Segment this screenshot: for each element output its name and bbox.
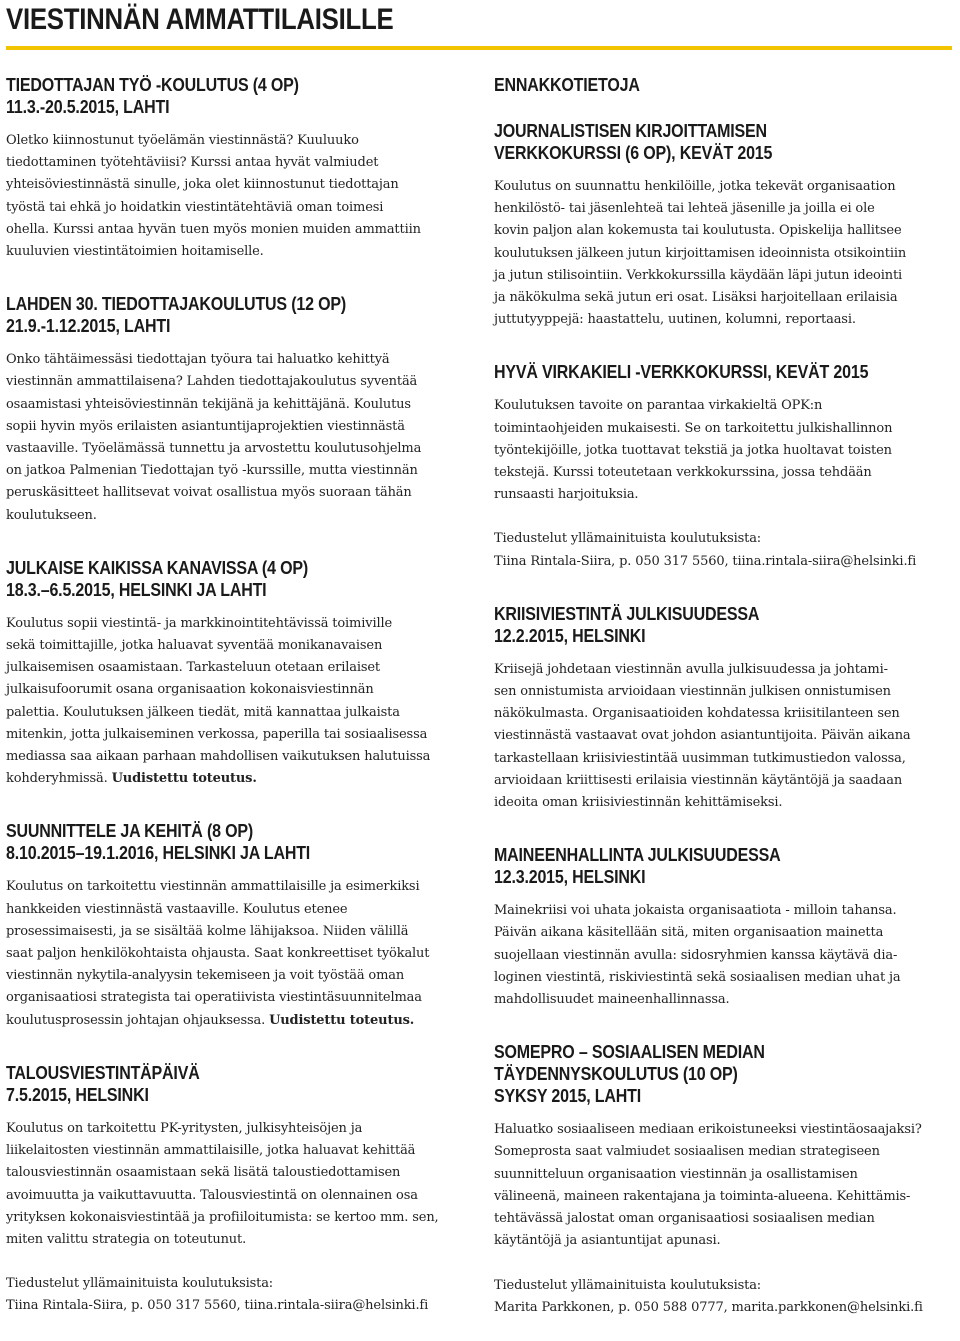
course-journalistinen-kirjoittaminen (494, 120, 954, 331)
course-suunnittele-ja-kehita (6, 820, 466, 1031)
contact-info: Tiedustelut yllämainituista koulutuksista: Marita Parkkonen, p. 050 588 0777, marita.parkkonen@helsinki.fi (494, 1277, 923, 1315)
course-tiedottajan-tyo (6, 74, 466, 263)
course-hyva-virkakieli (494, 361, 954, 572)
course-heading: MAINEENHALLINTA JULKISUUDESSA 12.3.2015, HELSINKI (494, 845, 781, 888)
course-heading: HYVÄ VIRKAKIELI -VERKKOKURSSI, KEVÄT 2015 (494, 362, 869, 383)
course-description-text: Koulutus on tarkoitettu viestinnän ammattilaisille ja esimerkiksi hankkeiden viestinnästä vastaaville. Koulutus etenee prosessimaisesti, ja se sisältää kolme lähijaksoa. Niiden välillä saat paljon henkilökohtaista ohjausta. Saat konkreettiset työkalut viestinnän nykytila-analyysin tekemiseen ja voit työstää oman organisaatiosi strategista tai operatiivista viestintäsuunnitelmaa koulutusprosessin johtajan ohjauksessa. (6, 879, 430, 1028)
course-heading: SOMEPRO – SOSIAALISEN MEDIAN TÄYDENNYSKOULUTUS (10 OP) SYKSY 2015, LAHTI (494, 1042, 765, 1107)
course-description: Kriisejä johdetaan viestinnän avulla julkisuudessa ja johtami- sen onnistumista arvioidaan viestinnän julkisen onnistumisen näkökulmasta. Organisaatioiden kohdatessa kriisitilanteen sen viestinnästä vastaavat ovat johdon asiantuntijoita. Päivän aikana tarkastellaan kriisiviestintää uusimman tutkimustiedon valossa, arvioidaan kriittisesti erilaisia viestinnän käytäntöjä ja saadaan ideoita oman kriisiviestinnän kehittämiseksi. (494, 661, 911, 811)
title-rule (6, 46, 952, 50)
course-description: Haluatko sosiaaliseen mediaan erikoistuneeksi viestintäosaajaksi? Someprosta saat valmiudet sosiaalisen median strategiseen suunnitteluun organisaation viestinnän ja osallistamisen välineenä, maineen rakentajana ja toiminta-alueena. Kehittämis- tehtävässä jalostat oman organisaatiosi sosiaalisen median käytäntöjä ja asiantuntijat apunasi. (494, 1122, 922, 1249)
contact-info: Tiedustelut yllämainituista koulutuksista: Tiina Rintala-Siira, p. 050 317 5560, tiina.rintala-siira@helsinki.fi (6, 1276, 429, 1314)
left-column (6, 74, 466, 1318)
course-heading: KRIISIVIESTINTÄ JULKISUUDESSA 12.2.2015, HELSINKI (494, 603, 760, 646)
course-heading: TALOUSVIESTINTÄPÄIVÄ 7.5.2015, HELSINKI (6, 1062, 200, 1105)
course-julkaise-kaikissa-kanavissa (6, 557, 466, 791)
page-title: VIESTINNÄN AMMATTILAISILLE (6, 3, 394, 36)
course-heading: JULKAISE KAIKISSA KANAVISSA (4 OP) 18.3.–6.5.2015, HELSINKI JA LAHTI (6, 557, 309, 600)
course-description: Oletko kiinnostunut työelämän viestinnästä? Kuuluuko tiedottaminen työtehtäviisi? Kurssi antaa hyvät valmiudet yhteisöviestinnästä sinulle, joka olet kiinnostunut tiedottajan työstä tai ehkä jo hoidatkin viestintätehtäviä oman toimesi ohella. Kurssi antaa hyvän tuen myös monien muiden ammattiin kuuluvien viestintätoimien hoitamiselle. (6, 133, 421, 260)
course-tiedottajakoulutus (6, 293, 466, 527)
course-description: Onko tähtäimessäsi tiedottajan työura tai haluatko kehittyä viestinnän ammattilaisena? Lahden tiedottajakoulutus syventää osaamistasi yhteisöviestinnän tekijänä ja kehittäjänä. Koulutus sopii hyvin myös erilaisten asiantuntijaprojektien viestinnästä vastaaville. Työelämässä tunnettu ja arvostettu koulutusohjelma on jatkoa Palmenian Tiedottajan työ -kurssille, mutta viestinnän peruskäsitteet hallitsevat voivat osallistua myös suoraan tähän koulutukseen. (6, 352, 422, 523)
course-description-text: Koulutus sopii viestintä- ja markkinointitehtävissä toimiville sekä toimittajille, jotka haluavat syventää monikanavaisen julkaisemisen osaamistaan. Tarkasteluun otetaan erilaiset julkaisufoorumit osana organisaation kokonaisviestinnän palettia. Koulutuksen jälkeen tiedät, mitä kannattaa julkaista mitenkin, jotta julkaiseminen verkossa, paperilla tai sosiaalisessa mediassa saa aikaan parhaan mahdollisen vaikutuksen halutuissa kohderyhmissä. (6, 615, 431, 787)
course-somepro (494, 1041, 954, 1319)
course-description (6, 876, 466, 1031)
course-description: Koulutuksen tavoite on parantaa virkakieltä OPK:n toimintaohjeiden mukaisesti. Se on tarkoitettu julkishallinnon työntekijöille, jotka tuottavat tekstiä ja jotka huoltavat toisten tekstejä. Kurssi toteutetaan verkkokurssina, jossa tehdään runsaasti harjoituksia. (494, 398, 893, 503)
course-description: Mainekriisi voi uhata jokaista organisaatiota - milloin tahansa. Päivän aikana käsitellään sitä, miten organisaation mainetta suojellaan viestinnän avulla: sidosryhmien kanssa käytävä dia- loginen viestintä, riskiviestintä sekä sosiaalisen median uhat ja mahdollisuudet maineenhallinnassa. (494, 903, 901, 1008)
right-column (494, 74, 954, 1319)
course-heading: SUUNNITTELE JA KEHITÄ (8 OP) 8.10.2015–19.1.2016, HELSINKI JA LAHTI (6, 821, 311, 864)
course-kriisiviestinta (494, 603, 954, 814)
contact-info: Tiedustelut yllämainituista koulutuksista: Tiina Rintala-Siira, p. 050 317 5560, tiina.rintala-siira@helsinki.fi (494, 531, 917, 569)
course-heading: TIEDOTTAJAN TYÖ -KOULUTUS (4 OP) 11.3.-20.5.2015, LAHTI (6, 75, 299, 117)
course-talousviestintapaiva (6, 1062, 466, 1318)
upcoming-title: ENNAKKOTIETOJA (494, 75, 640, 95)
course-description (6, 613, 466, 791)
course-heading: LAHDEN 30. TIEDOTTAJAKOULUTUS (12 OP) 21.9.-1.12.2015, LAHTI (6, 294, 346, 337)
course-maineenhallinta (494, 844, 954, 1011)
course-emphasis: Uudistettu toteutus. (269, 1012, 415, 1028)
course-description: Koulutus on suunnattu henkilöille, jotka tekevät organisaation henkilöstö- tai jäsenlehteä tai lehteä jäsenille ja joilla ei ole kovin paljon alan kokemusta tai koulutusta. Opiskelija hallitsee koulutuksen jälkeen jutun kirjoittamisen ideoinnista otsikointiin ja jutun stilisointiin. Verkkokurssilla käydään läpi jutun ideointi ja näkökulma sekä jutun eri osat. Lisäksi harjoitellaan erilaisia juttutyyppejä: haastattelu, uutinen, kolumni, reportaasi. (494, 179, 907, 328)
course-emphasis: Uudistettu toteutus. (111, 771, 257, 787)
course-heading: JOURNALISTISEN KIRJOITTAMISEN VERKKOKURSSI (6 OP), KEVÄT 2015 (494, 121, 773, 163)
course-description: Koulutus on tarkoitettu PK-yritysten, julkisyhteisöjen ja liikelaitosten viestinnän ammattilaisille, jotka haluavat kehittää talousviestinnän osaamistaan sekä lisätä taloustiedottamisen avoimuutta ja vaikuttavuutta. Talousviestintä on olennainen osa yrityksen kokonaisviestintää ja profiiloitumista: se kertoo mm. sen, miten valittu strategia on toteutunut. (6, 1120, 439, 1247)
